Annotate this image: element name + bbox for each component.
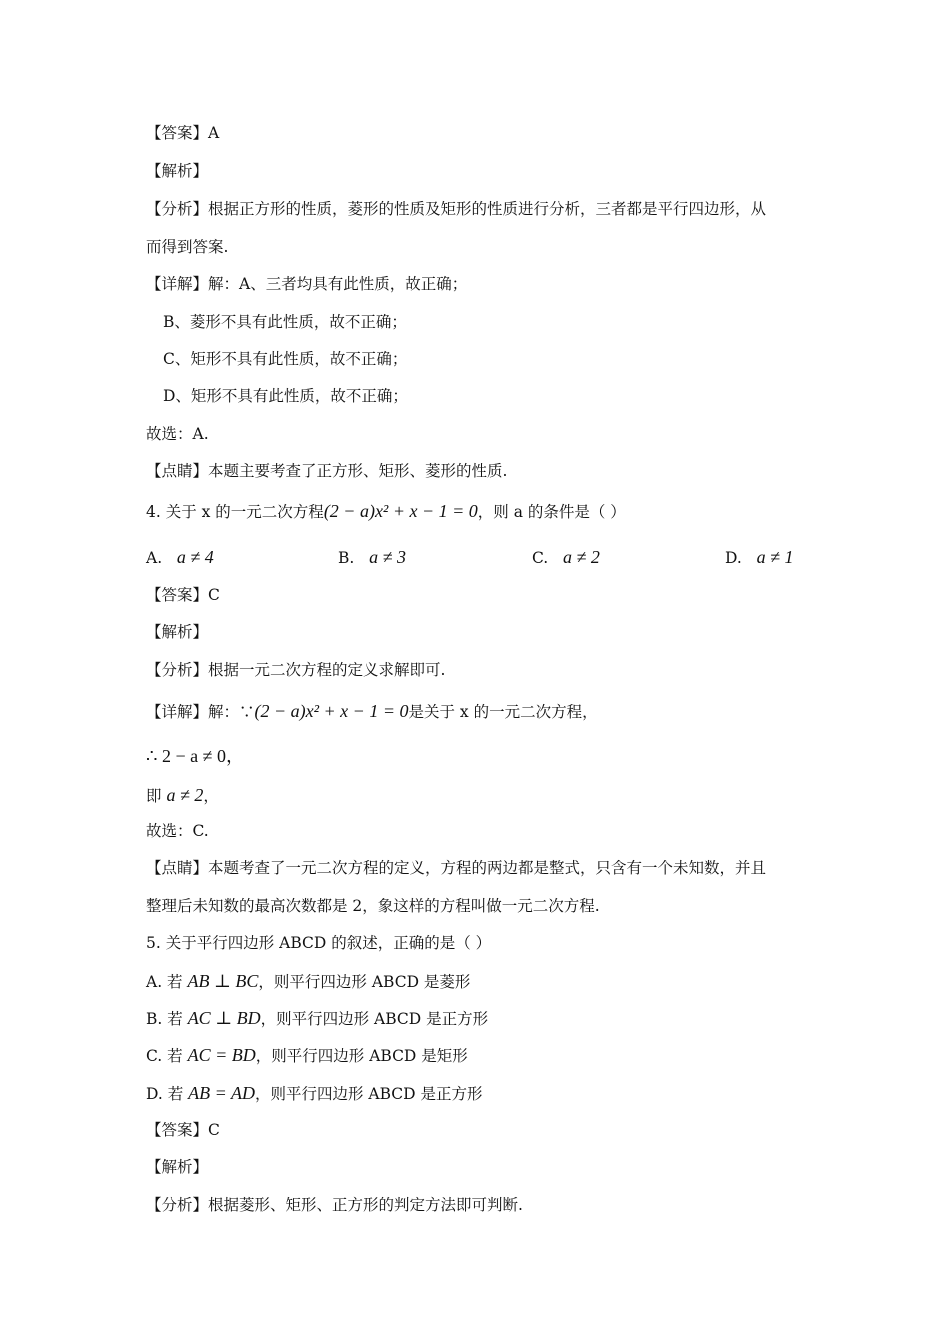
option-d [146, 1082, 483, 1105]
option-a [146, 546, 214, 569]
equation: (2 − a)x² + x − 1 = 0 [254, 701, 409, 721]
analysis-heading: 【解析】 [146, 162, 209, 180]
option-letter: C. [532, 549, 549, 567]
option-expr: AC ⊥ BD [187, 1008, 261, 1028]
step-prefix: 即 [146, 787, 162, 805]
choose-line: 故选：C. [146, 822, 209, 840]
question-5-stem: 5. 关于平行四边形 ABCD 的叙述，正确的是（ ） [146, 934, 492, 952]
detail-line: D、矩形不具有此性质，故不正确； [163, 387, 408, 405]
option-b [338, 546, 406, 569]
question-stem-suffix: ，则 a 的条件是（ ） [477, 503, 626, 521]
option-expr: a ≠ 2 [563, 547, 600, 567]
option-b [146, 1007, 488, 1030]
answer-label: 【答案】C [146, 586, 220, 604]
option-suffix: ，则平行四边形 ABCD 是正方形 [260, 1010, 489, 1028]
detail-line: B、菱形不具有此性质，故不正确； [163, 313, 407, 331]
equation: (2 − a)x² + x − 1 = 0 [323, 501, 478, 521]
option-expr: AB = AD [188, 1083, 255, 1103]
answer-label: 【答案】A [146, 124, 220, 142]
option-letter: D. [725, 549, 742, 567]
detail-line: 【详解】解：A、三者均具有此性质，故正确； [146, 275, 468, 293]
option-expr: a ≠ 3 [369, 547, 406, 567]
step-line [146, 784, 219, 807]
option-letter: B. [338, 549, 355, 567]
analysis-text: 【分析】根据菱形、矩形、正方形的判定方法即可判断. [146, 1196, 523, 1214]
option-c [146, 1044, 468, 1067]
choose-line: 故选：A. [146, 425, 209, 443]
option-prefix: A. 若 [146, 973, 183, 991]
question-4-stem [146, 500, 626, 523]
detail-prefix: 【详解】解：∵ [146, 703, 255, 721]
option-suffix: ，则平行四边形 ABCD 是矩形 [255, 1047, 468, 1065]
option-expr: AC = BD [187, 1045, 256, 1065]
option-expr: a ≠ 1 [756, 547, 794, 567]
option-suffix: ，则平行四边形 ABCD 是菱形 [258, 973, 471, 991]
option-a [146, 970, 470, 993]
comment-line: 【点睛】本题考查了一元二次方程的定义，方程的两边都是整式，只含有一个未知数，并且 [146, 859, 767, 877]
comment-line: 【点睛】本题主要考查了正方形、矩形、菱形的性质. [146, 462, 508, 480]
analysis-heading: 【解析】 [146, 1158, 209, 1176]
analysis-text-cont: 而得到答案. [146, 238, 229, 256]
step-line: ∴ 2 − a ≠ 0， [146, 746, 244, 766]
question-stem-prefix: 4. 关于 x 的一元二次方程 [146, 503, 324, 521]
option-d [725, 546, 793, 569]
option-prefix: B. 若 [146, 1010, 183, 1028]
option-c [532, 546, 600, 569]
analysis-heading: 【解析】 [146, 623, 209, 641]
analysis-text: 【分析】根据正方形的性质，菱形的性质及矩形的性质进行分析，三者都是平行四边形，从 [146, 200, 767, 218]
option-prefix: C. 若 [146, 1047, 183, 1065]
analysis-text: 【分析】根据一元二次方程的定义求解即可. [146, 661, 446, 679]
option-expr: a ≠ 4 [176, 547, 214, 567]
comment-line-cont: 整理后未知数的最高次数都是 2，象这样的方程叫做一元二次方程. [146, 897, 600, 915]
option-suffix: ，则平行四边形 ABCD 是正方形 [254, 1085, 483, 1103]
detail-line: C、矩形不具有此性质，故不正确； [163, 350, 408, 368]
detail-line [146, 700, 598, 723]
step-expr: a ≠ 2 [166, 785, 204, 805]
step-suffix: ， [203, 787, 219, 805]
option-prefix: D. 若 [146, 1085, 184, 1103]
option-expr: AB ⊥ BC [187, 971, 259, 991]
answer-label: 【答案】C [146, 1121, 220, 1139]
detail-suffix: 是关于 x 的一元二次方程， [408, 703, 598, 721]
option-letter: A. [146, 549, 163, 567]
